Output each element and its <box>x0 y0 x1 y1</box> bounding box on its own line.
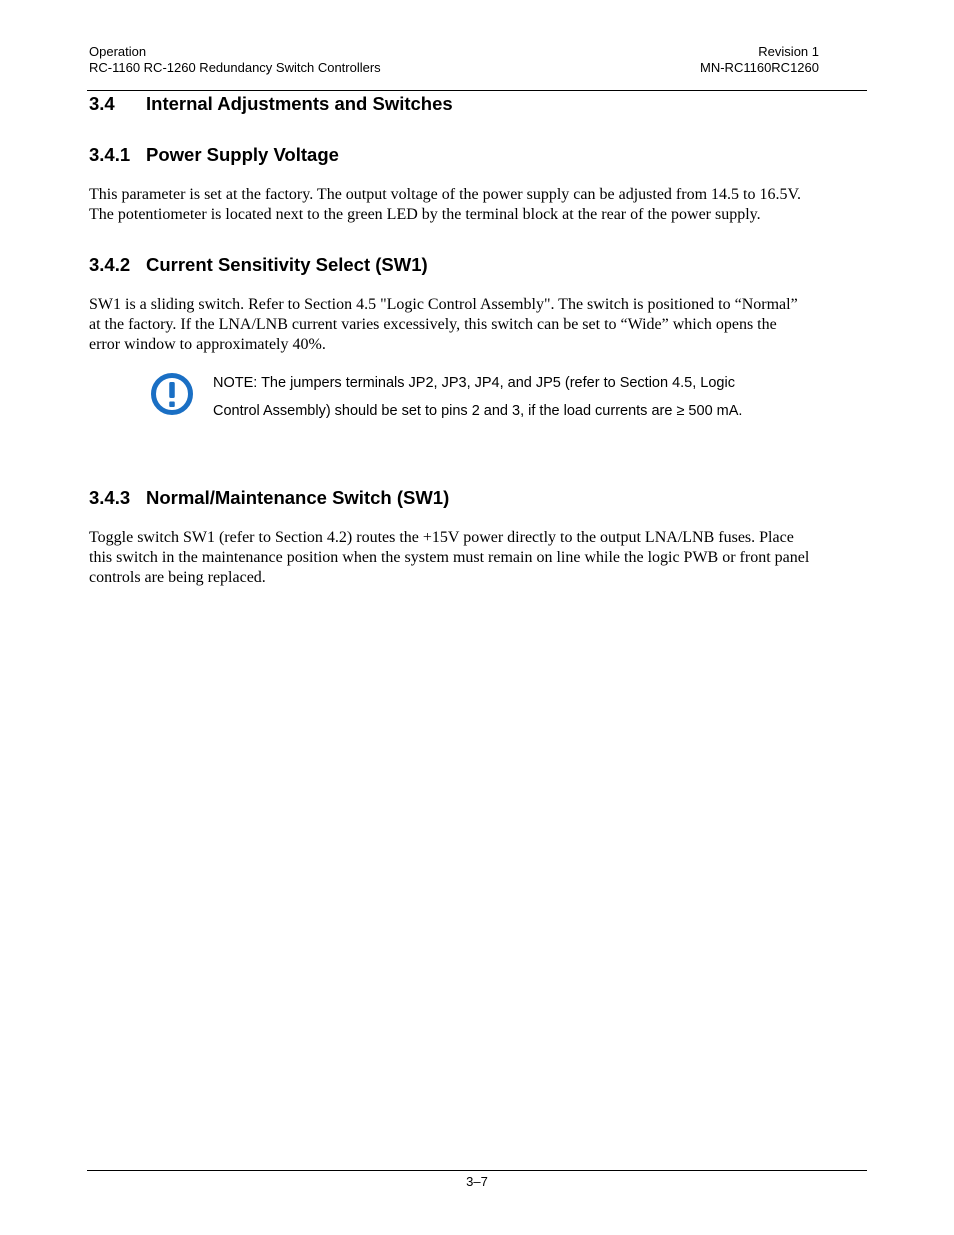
exclamation-circle-icon <box>150 372 194 416</box>
section-heading-3-4-3 <box>89 487 449 509</box>
note-line: Control Assembly) should be set to pins 2 and 3, if the load currents are ≥ 500 mA. <box>213 403 743 419</box>
paragraph-line: this switch in the maintenance position when the system must remain on line while the logic PWB or front panel <box>89 549 810 566</box>
section-heading-3-4-1 <box>89 144 339 166</box>
header-divider <box>87 90 867 91</box>
header-product-name: RC-1160 RC-1260 Redundancy Switch Controllers <box>89 60 381 75</box>
paragraph-power-supply-voltage <box>89 185 869 225</box>
section-heading-3-4-2 <box>89 254 428 276</box>
section-number: 3.4.3 <box>89 487 131 508</box>
section-title: Power Supply Voltage <box>146 144 339 165</box>
footer-divider <box>87 1170 867 1171</box>
section-title: Normal/Maintenance Switch (SW1) <box>146 487 450 508</box>
paragraph-line: error window to approximately 40%. <box>89 336 326 353</box>
section-number: 3.4.1 <box>89 144 131 165</box>
section-title: Current Sensitivity Select (SW1) <box>146 254 428 275</box>
paragraph-line: This parameter is set at the factory. The output voltage of the power supply can be adjusted from 14.5 to 16.5V. <box>89 186 801 203</box>
header-left <box>89 44 381 76</box>
paragraph-current-sensitivity <box>89 295 869 355</box>
note-text <box>213 369 742 425</box>
paragraph-line: The potentiometer is located next to the green LED by the terminal block at the rear of the power supply. <box>89 206 761 223</box>
paragraph-normal-maintenance-switch <box>89 528 869 588</box>
note-callout <box>148 369 848 429</box>
section-number: 3.4 <box>89 93 115 114</box>
page-number: 3–7 <box>466 1174 488 1189</box>
paragraph-line: SW1 is a sliding switch. Refer to Section 4.5 "Logic Control Assembly". The switch is positioned to “Normal” <box>89 296 798 313</box>
paragraph-line: controls are being replaced. <box>89 569 266 586</box>
header-revision: Revision 1 <box>758 44 819 59</box>
header-section-name: Operation <box>89 44 147 59</box>
section-number: 3.4.2 <box>89 254 131 275</box>
section-title: Internal Adjustments and Switches <box>146 93 453 114</box>
section-heading-3-4 <box>89 93 453 115</box>
header-manual-number: MN-RC1160RC1260 <box>700 60 819 75</box>
paragraph-line: Toggle switch SW1 (refer to Section 4.2) routes the +15V power directly to the output LNA/LNB fuses. Place <box>89 529 794 546</box>
paragraph-line: at the factory. If the LNA/LNB current varies excessively, this switch can be set to “Wide” which opens the <box>89 316 777 333</box>
header-right <box>700 44 819 76</box>
note-line: NOTE: The jumpers terminals JP2, JP3, JP4, and JP5 (refer to Section 4.5, Logic <box>213 375 735 391</box>
